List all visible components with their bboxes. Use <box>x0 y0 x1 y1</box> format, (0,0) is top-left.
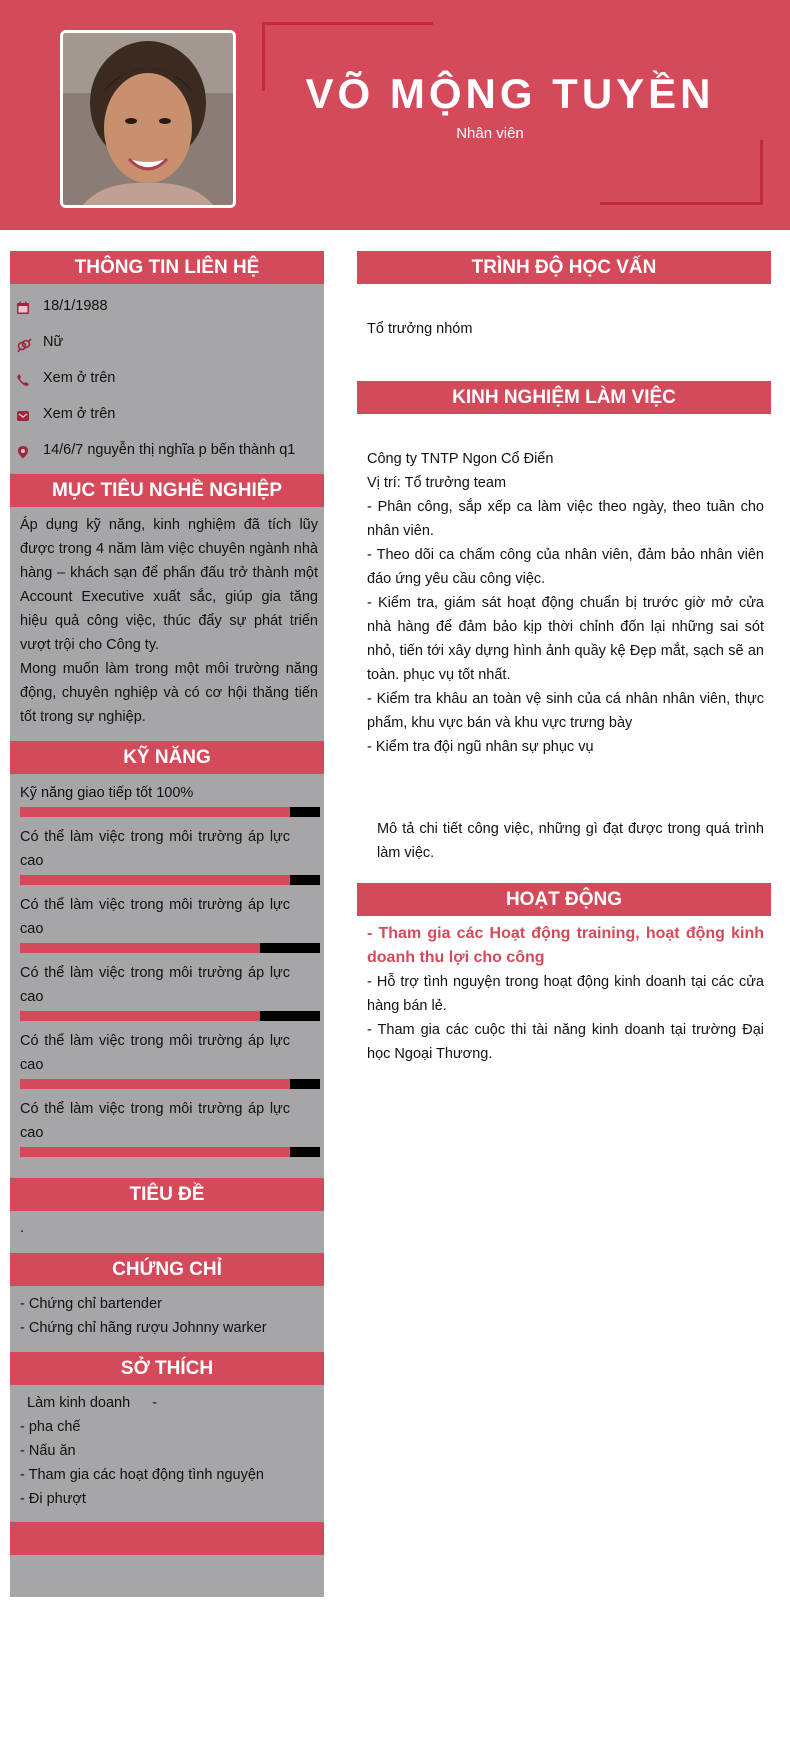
experience-description: Mô tả chi tiết công việc, những gì đạt được trong quá trình làm việc. <box>377 821 764 861</box>
certificate-item: - Chứng chỉ hãng rượu Johnny warker <box>20 1320 267 1336</box>
email-text: Xem ở trên <box>43 406 116 422</box>
objective-paragraph-1: Áp dụng kỹ năng, kinh nghiệm đã tích lũy được trong 4 năm làm việc chuyên ngành nhà hàng – khách sạn để phấn đấu trở thành một Account Executive xuất sắc, giúp gia tăng hiệu quả công việc, thúc đẩy sự phát triển vượt trội cho Công ty. <box>20 517 318 653</box>
skill-bar-fill <box>20 1079 290 1089</box>
education-heading: TRÌNH ĐỘ HỌC VẤN <box>357 251 771 284</box>
activity-item: - Hỗ trợ tình nguyện trong hoạt động kinh doanh tại các cửa hàng bán lẻ. <box>367 974 764 1014</box>
candidate-name: VÕ MỘNG TUYỀN <box>305 70 715 117</box>
activities-heading: HOẠT ĐỘNG <box>357 883 771 916</box>
certificates-heading: CHỨNG CHỈ <box>10 1253 324 1286</box>
experience-line: - Phân công, sắp xếp ca làm việc theo ngày, theo tuần cho nhân viên. <box>367 499 764 539</box>
skill-label: Có thể làm việc trong môi trường áp lực cao <box>20 1101 290 1141</box>
hobby-first-dash: - <box>152 1395 158 1411</box>
email-icon <box>16 409 32 425</box>
objective-heading: MỤC TIÊU NGHỀ NGHIỆP <box>10 474 324 507</box>
skill-bar-fill <box>20 1011 260 1021</box>
skills-heading: KỸ NĂNG <box>10 741 324 774</box>
experience-company: Công ty TNTP Ngon Cổ Điển <box>367 451 554 467</box>
decorative-frame-bottom <box>600 140 763 205</box>
hobby-item: - Tham gia các hoạt động tình nguyện <box>20 1467 264 1483</box>
phone-icon <box>16 373 32 389</box>
title-section-heading: TIÊU ĐỀ <box>10 1178 324 1211</box>
skill-bar <box>20 1079 320 1089</box>
experience-heading: KINH NGHIỆM LÀM VIỆC <box>357 381 771 414</box>
experience-line: - Theo dõi ca chấm công của nhân viên, đảm bảo nhân viên đáo ứng yêu cầu công việc. <box>367 547 764 587</box>
skill-label: Có thể làm việc trong môi trường áp lực cao <box>20 965 290 1005</box>
contact-heading: THÔNG TIN LIÊN HỆ <box>10 251 324 284</box>
skill-bar <box>20 1011 320 1021</box>
activity-item: - Tham gia các cuộc thi tài năng kinh doanh tại trường Đại học Ngoại Thương. <box>367 1022 764 1062</box>
experience-line: - Kiểm tra khâu an toàn vệ sinh của cá nhân nhân viên, thực phẩm, khu vực bán và khu vực trưng bày <box>367 691 764 731</box>
certificate-item: - Chứng chỉ bartender <box>20 1296 162 1312</box>
birthday-text: 18/1/1988 <box>43 298 108 314</box>
phone-text: Xem ở trên <box>43 370 116 386</box>
experience-details <box>367 447 764 759</box>
activities-headline: - Tham gia các Hoạt động training, hoạt động kinh doanh thu lợi cho công <box>367 925 764 966</box>
skill-bar-fill <box>20 807 290 817</box>
skill-bar <box>20 807 320 817</box>
skill-bar <box>20 875 320 885</box>
title-section-text: . <box>20 1220 25 1236</box>
hobby-item: - pha chế <box>20 1419 81 1435</box>
skill-bar-fill <box>20 943 260 953</box>
gender-text: Nữ <box>43 334 64 350</box>
empty-section-heading <box>10 1522 324 1555</box>
objective-paragraph-2: Mong muốn làm trong một môi trường năng động, chuyên nghiệp và có cơ hội thăng tiến tốt trong sự nghiệp. <box>20 661 318 725</box>
skill-label: Có thể làm việc trong môi trường áp lực cao <box>20 829 290 869</box>
profile-photo <box>60 30 236 208</box>
experience-position: Vị trí: Tổ trưởng team <box>367 475 507 491</box>
contact-row-gender <box>10 334 324 358</box>
hobby-item: - Đi phượt <box>20 1491 86 1507</box>
header-banner <box>0 0 790 230</box>
activities-details <box>367 922 764 1066</box>
hobby-first: Làm kinh doanh <box>27 1395 131 1411</box>
gender-icon <box>16 337 32 353</box>
skill-label: Kỹ năng giao tiếp tốt 100% <box>20 785 194 801</box>
calendar-icon <box>16 301 32 317</box>
certificates-list <box>20 1292 318 1340</box>
skill-bar <box>20 1147 320 1157</box>
address-text: 14/6/7 nguyễn thị nghĩa p bến thành q1 <box>43 442 296 458</box>
skill-bar-fill <box>20 875 290 885</box>
education-text: Tổ trưởng nhóm <box>367 321 473 337</box>
skill-label: Có thể làm việc trong môi trường áp lực cao <box>20 1033 290 1073</box>
hobby-item <box>20 1391 318 1415</box>
skill-label: Có thể làm việc trong môi trường áp lực cao <box>20 897 290 937</box>
location-pin-icon <box>16 445 32 461</box>
objective-text <box>20 513 318 729</box>
left-column <box>10 251 324 1597</box>
experience-line: - Kiểm tra, giám sát hoạt động chuẩn bị trước giờ mở cửa nhà hàng để đảm bảo kịp thời chỉnh đốn lại những sai sót nhỏ, tiến tới xây dựng hình ảnh quầy kệ Đẹp mắt, sạch sẽ an toàn. phục vụ tốt nhất. <box>367 595 764 683</box>
skill-bar <box>20 943 320 953</box>
contact-row-birthday <box>10 298 324 322</box>
hobbies-heading: SỞ THÍCH <box>10 1352 324 1385</box>
contact-row-address <box>10 442 324 466</box>
portrait-image <box>63 33 233 205</box>
skill-bar-fill <box>20 1147 290 1157</box>
contact-row-phone <box>10 370 324 394</box>
candidate-role: Nhân viên <box>456 125 524 142</box>
hobbies-list <box>20 1391 318 1511</box>
hobby-item: - Nấu ăn <box>20 1443 76 1459</box>
contact-row-email <box>10 406 324 430</box>
experience-line: - Kiểm tra đội ngũ nhân sự phục vụ <box>367 739 594 755</box>
